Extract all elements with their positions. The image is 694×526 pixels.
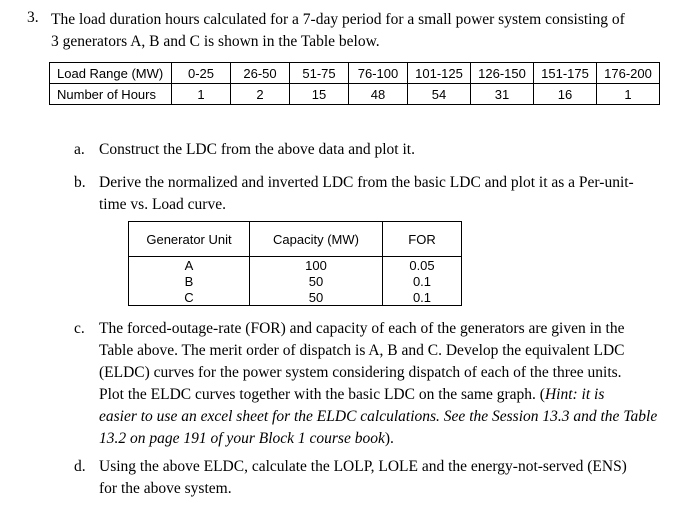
load-range-cell: 0-25	[172, 63, 231, 84]
part-d-line-1: Using the above ELDC, calculate the LOLP, LOLE and the energy-not-served (ENS)	[99, 458, 627, 475]
question-number: 3.	[27, 9, 39, 26]
generator-unit-cell: B	[129, 273, 250, 289]
load-range-cell: 151-175	[534, 63, 597, 84]
load-duration-table	[49, 62, 660, 105]
part-b-text	[99, 172, 634, 216]
for-cell: 0.05	[383, 257, 462, 274]
part-a-text: Construct the LDC from the above data and plot it.	[99, 141, 415, 158]
generator-row-a	[129, 257, 462, 274]
question-intro-line-2: 3 generators A, B and C is shown in the Table below.	[51, 33, 380, 50]
part-c-hint-line-5: easier to use an excel sheet for the ELDC calculations. See the Session 13.3 and the Table	[99, 408, 658, 425]
question-intro	[51, 9, 681, 53]
generator-table-header-row	[129, 222, 462, 257]
generator-table	[128, 221, 462, 306]
part-b-line-1: Derive the normalized and inverted LDC from the basic LDC and plot it as a Per-unit-	[99, 174, 634, 191]
part-d-label: d.	[74, 458, 86, 475]
capacity-cell: 50	[250, 273, 383, 289]
hours-cell: 1	[597, 84, 660, 105]
load-range-cell: 26-50	[231, 63, 290, 84]
question-intro-line-1: The load duration hours calculated for a 7-day period for a small power system consisting of	[51, 11, 625, 28]
load-range-cell: 126-150	[471, 63, 534, 84]
part-c-hint-start: Hint: it is	[544, 386, 605, 403]
for-cell: 0.1	[383, 289, 462, 306]
load-range-cell: 76-100	[349, 63, 408, 84]
load-range-header: Load Range (MW)	[50, 63, 172, 84]
part-d-text	[99, 456, 627, 500]
part-c-line-4	[99, 384, 657, 406]
hours-cell: 16	[534, 84, 597, 105]
part-d	[74, 456, 684, 500]
part-c-line-3: (ELDC) curves for the power system considering dispatch of each of the three units.	[99, 364, 622, 381]
capacity-cell: 50	[250, 289, 383, 306]
part-a-label: a.	[74, 141, 85, 158]
load-range-cell: 51-75	[290, 63, 349, 84]
generator-row-b	[129, 273, 462, 289]
generator-unit-header: Generator Unit	[129, 222, 250, 257]
hours-cell: 1	[172, 84, 231, 105]
hours-cell: 48	[349, 84, 408, 105]
part-c-line-6	[99, 428, 657, 450]
part-c-text	[99, 318, 657, 450]
load-range-row	[50, 63, 660, 84]
load-range-cell: 101-125	[408, 63, 471, 84]
for-cell: 0.1	[383, 273, 462, 289]
hours-cell: 15	[290, 84, 349, 105]
capacity-cell: 100	[250, 257, 383, 274]
hours-cell: 31	[471, 84, 534, 105]
part-c-line-6-close: ).	[384, 430, 394, 447]
part-b-line-2: time vs. Load curve.	[99, 196, 226, 213]
part-c-hint-end: 13.2 on page 191 of your Block 1 course book	[99, 430, 385, 447]
load-range-cell: 176-200	[597, 63, 660, 84]
part-c-line-4-text: Plot the ELDC curves together with the basic LDC on the same graph. (	[99, 386, 545, 403]
part-c-line-1: The forced-outage-rate (FOR) and capacity of each of the generators are given in the	[99, 320, 625, 337]
generator-row-c	[129, 289, 462, 306]
generator-unit-cell: C	[129, 289, 250, 306]
part-b-label: b.	[74, 174, 86, 191]
part-c-line-2: Table above. The merit order of dispatch is A, B and C. Develop the equivalent LDC	[99, 342, 625, 359]
capacity-header: Capacity (MW)	[250, 222, 383, 257]
part-c	[74, 318, 684, 450]
hours-cell: 2	[231, 84, 290, 105]
part-b	[74, 172, 674, 216]
number-of-hours-row	[50, 84, 660, 105]
part-c-label: c.	[74, 320, 85, 337]
part-d-line-2: for the above system.	[99, 480, 232, 497]
number-of-hours-header: Number of Hours	[50, 84, 172, 105]
for-header: FOR	[383, 222, 462, 257]
part-a	[74, 139, 674, 161]
hours-cell: 54	[408, 84, 471, 105]
generator-unit-cell: A	[129, 257, 250, 274]
